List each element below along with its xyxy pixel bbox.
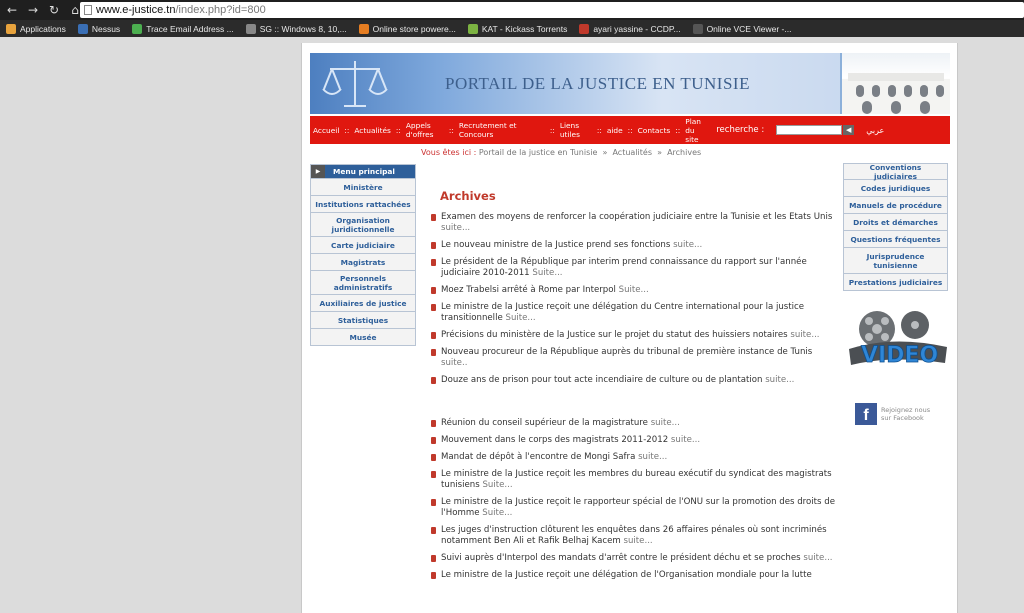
list-item[interactable] xyxy=(429,452,837,463)
read-more-link[interactable]: suite... xyxy=(670,435,701,445)
arabic-language-link[interactable]: عربي xyxy=(866,125,885,135)
read-more-link[interactable]: suite... xyxy=(673,240,703,250)
nav-item[interactable]: Liens utiles xyxy=(559,121,580,139)
bookmark-icon xyxy=(132,24,142,34)
bookmark-item[interactable] xyxy=(132,24,234,34)
article-title[interactable]: Précisions du ministère de la Justice sur le projet du statut des huissiers notaires xyxy=(441,330,788,340)
reload-icon[interactable]: ↻ xyxy=(48,3,60,17)
building-image xyxy=(840,53,950,114)
bookmark-label: Online VCE Viewer -... xyxy=(706,23,792,34)
left-menu xyxy=(310,164,416,346)
scales-of-justice-icon xyxy=(320,57,390,111)
bookmark-icon xyxy=(78,24,88,34)
bookmark-label: KAT - Kickass Torrents xyxy=(481,23,568,34)
bookmark-item[interactable] xyxy=(6,24,66,34)
video-label: VIDEO xyxy=(861,343,939,368)
left-menu-item[interactable]: Personnels administratifs xyxy=(310,271,416,295)
read-more-link[interactable]: Suite... xyxy=(482,508,513,518)
play-arrow-icon: ▶ xyxy=(311,165,325,178)
bookmark-item[interactable] xyxy=(468,24,568,34)
breadcrumb: Vous êtes ici : Portail de la justice en Tunisie » Actualités » Archives xyxy=(421,148,702,157)
list-item[interactable] xyxy=(429,553,837,564)
breadcrumb-item-archives: Archives xyxy=(667,148,702,157)
search-label: recherche : xyxy=(716,125,765,135)
bullet-icon xyxy=(431,377,436,384)
bullet-icon xyxy=(431,555,436,562)
bookmark-icon xyxy=(579,24,589,34)
back-icon[interactable]: ← xyxy=(6,3,18,17)
facebook-line1: Rejoignez nous xyxy=(881,406,931,414)
left-menu-item[interactable]: Statistiques xyxy=(310,312,416,329)
bullet-icon xyxy=(431,437,436,444)
list-item[interactable] xyxy=(429,240,837,251)
bullet-icon xyxy=(431,304,436,311)
facebook-link[interactable] xyxy=(855,403,930,425)
right-menu-item[interactable]: Questions fréquentes xyxy=(843,231,948,248)
nav-item[interactable]: Appels d'offres xyxy=(405,121,434,139)
bullet-icon xyxy=(431,259,436,266)
read-more-link[interactable]: Suite... xyxy=(618,285,649,295)
left-menu-item[interactable]: Carte judiciaire xyxy=(310,237,416,254)
nav-separator: :: xyxy=(675,125,681,135)
nav-item[interactable]: Contacts xyxy=(637,125,671,135)
list-item[interactable] xyxy=(429,285,837,296)
article-list xyxy=(429,209,837,581)
right-menu-item[interactable]: Manuels de procédure xyxy=(843,197,948,214)
read-more-link[interactable]: suite... xyxy=(803,553,833,563)
bookmark-item[interactable] xyxy=(246,24,347,34)
list-item[interactable] xyxy=(429,375,837,386)
bookmark-label: Online store powere... xyxy=(372,23,456,34)
bookmark-label: Applications xyxy=(20,23,66,34)
right-menu-item[interactable]: Conventions judiciaires xyxy=(843,163,948,180)
article-title[interactable]: Nouveau procureur de la République auprès du tribunal de première instance de Tunis xyxy=(441,347,813,357)
bookmark-item[interactable] xyxy=(359,24,456,34)
bookmarks-bar xyxy=(0,20,1024,37)
nav-separator: :: xyxy=(448,125,454,135)
browser-toolbar xyxy=(0,0,1024,20)
read-more-link[interactable]: suite... xyxy=(650,418,680,428)
nav-separator: :: xyxy=(344,125,350,135)
nav-item[interactable]: Accueil xyxy=(313,125,340,135)
bookmark-label: Trace Email Address ... xyxy=(146,23,234,34)
bullet-icon xyxy=(431,332,436,339)
bookmark-item[interactable] xyxy=(78,24,120,34)
list-item[interactable] xyxy=(429,302,837,324)
list-item[interactable] xyxy=(429,469,837,491)
article-title[interactable]: Le ministre de la Justice reçoit une délégation de l'Organisation mondiale pour la lutte xyxy=(441,570,812,580)
bookmark-icon xyxy=(693,24,703,34)
nav-item[interactable]: aide xyxy=(606,125,623,135)
bullet-icon xyxy=(431,420,436,427)
article-title[interactable]: Suivi auprès d'Interpol des mandats d'arrêt contre le président déchu et se proches xyxy=(441,553,801,563)
article-title[interactable]: Examen des moyens de renforcer la coopération judiciaire entre la Tunisie et les Etats Unis xyxy=(441,212,833,222)
bullet-icon xyxy=(431,242,436,249)
article-title[interactable]: Le ministre de la Justice reçoit les membres du bureau exécutif du syndicat des magistrats tunisiens xyxy=(441,469,832,490)
right-menu-item[interactable]: Prestations judiciaires xyxy=(843,274,948,291)
nav-item[interactable]: Actualités xyxy=(354,125,391,135)
left-menu-item[interactable]: Institutions rattachées xyxy=(310,196,416,213)
left-menu-title: Menu principal xyxy=(333,167,395,176)
breadcrumb-prefix: Vous êtes ici : xyxy=(421,148,477,157)
left-menu-header xyxy=(310,164,416,179)
list-item[interactable] xyxy=(429,212,837,234)
search-input[interactable] xyxy=(776,125,842,135)
bookmark-label: ayari yassine - CCDP... xyxy=(593,23,681,34)
list-item[interactable] xyxy=(429,418,837,429)
article-title[interactable]: Douze ans de prison pour tout acte incendiaire de culture ou de plantation xyxy=(441,375,763,385)
article-title[interactable]: Le nouveau ministre de la Justice prend ses fonctions xyxy=(441,240,671,250)
facebook-icon: f xyxy=(855,403,877,425)
list-item[interactable] xyxy=(429,347,837,369)
bullet-icon xyxy=(431,287,436,294)
bullet-icon xyxy=(431,572,436,579)
list-item[interactable] xyxy=(429,570,837,581)
nav-separator: :: xyxy=(596,125,602,135)
home-icon[interactable]: ⌂ xyxy=(71,3,79,17)
nav-item[interactable]: Recrutement et Concours xyxy=(458,121,517,139)
nav-separator: :: xyxy=(627,125,633,135)
facebook-line2: sur Facebook xyxy=(881,414,924,422)
bookmark-label: SG :: Windows 8, 10,... xyxy=(259,23,347,34)
nav-item[interactable]: Plan du site xyxy=(685,116,701,144)
right-menu-item[interactable]: Codes juridiques xyxy=(843,180,948,197)
read-more-link[interactable]: suite... xyxy=(638,452,668,462)
nav-separator: :: xyxy=(549,125,555,135)
right-menu xyxy=(843,163,948,291)
site-banner xyxy=(310,53,950,114)
bullet-icon xyxy=(431,349,436,356)
list-item[interactable] xyxy=(429,497,837,519)
bookmark-item[interactable] xyxy=(579,24,680,34)
read-more-link[interactable]: suite... xyxy=(441,223,471,233)
article-title[interactable]: Les juges d'instruction clôturent les enquêtes dans 26 affaires pénales où sont incriminés notamment Ben Ali et Rafik Belhaj Kacem xyxy=(441,525,827,546)
article-title[interactable]: Mouvement dans le corps des magistrats 2011-2012 xyxy=(441,435,669,445)
article-title[interactable]: Moez Trabelsi arrêté à Rome par Interpol xyxy=(441,285,616,295)
article-title[interactable]: Le ministre de la Justice reçoit une délégation du Centre international pour la justice transitionnelle xyxy=(441,302,805,323)
video-link[interactable] xyxy=(843,305,951,371)
list-item[interactable] xyxy=(429,257,837,279)
top-navigation xyxy=(310,116,950,144)
forward-icon[interactable]: → xyxy=(27,3,39,17)
url-domain: www.e-justice.tn xyxy=(96,4,176,16)
page-icon xyxy=(84,5,92,15)
read-more-link[interactable]: Suite... xyxy=(505,313,536,323)
search-submit-icon[interactable]: ◀ xyxy=(843,125,854,135)
article-title[interactable]: Le ministre de la Justice reçoit le rapporteur spécial de l'ONU sur la promotion des droits de l'Homme xyxy=(441,497,835,518)
left-menu-item[interactable]: Auxiliaires de justice xyxy=(310,295,416,312)
bullet-icon xyxy=(431,527,436,534)
read-more-link[interactable]: suite... xyxy=(790,330,820,340)
article-title[interactable]: Réunion du conseil supérieur de la magistrature xyxy=(441,418,648,428)
left-menu-item[interactable]: Magistrats xyxy=(310,254,416,271)
bookmark-icon xyxy=(6,24,16,34)
right-menu-item[interactable]: Droits et démarches xyxy=(843,214,948,231)
bullet-icon xyxy=(431,214,436,221)
read-more-link[interactable]: suite.. xyxy=(441,358,468,368)
right-menu-item[interactable]: Jurisprudence tunisienne xyxy=(843,248,948,274)
address-bar[interactable] xyxy=(80,2,1024,18)
list-item[interactable] xyxy=(429,330,837,341)
article-title[interactable]: Le président de la République par interim prend connaissance du rapport sur l'année judiciaire 2010-2011 xyxy=(441,257,807,278)
bookmark-icon xyxy=(468,24,478,34)
breadcrumb-item-home[interactable]: Portail de la justice en Tunisie xyxy=(478,148,598,157)
bookmark-item[interactable] xyxy=(693,24,792,34)
bookmark-icon xyxy=(246,24,256,34)
read-more-link[interactable]: Suite... xyxy=(532,268,563,278)
url-path: /index.php?id=800 xyxy=(175,4,266,16)
read-more-link[interactable]: suite... xyxy=(623,536,653,546)
list-item[interactable] xyxy=(429,525,837,547)
nav-separator: :: xyxy=(395,125,401,135)
read-more-link[interactable]: suite... xyxy=(765,375,795,385)
left-menu-item[interactable]: Ministère xyxy=(310,179,416,196)
read-more-link[interactable]: Suite... xyxy=(482,480,513,490)
left-menu-item[interactable]: Musée xyxy=(310,329,416,346)
site-title: PORTAIL DE LA JUSTICE EN TUNISIE xyxy=(445,74,750,93)
bullet-icon xyxy=(431,454,436,461)
bullet-icon xyxy=(431,499,436,506)
page-title: Archives xyxy=(440,189,496,203)
breadcrumb-item-actualites[interactable]: Actualités xyxy=(612,148,652,157)
bullet-icon xyxy=(431,471,436,478)
web-page xyxy=(301,43,958,613)
list-item[interactable] xyxy=(429,435,837,446)
bookmark-icon xyxy=(359,24,369,34)
article-title[interactable]: Mandat de dépôt à l'encontre de Mongi Safra xyxy=(441,452,636,462)
bookmark-label: Nessus xyxy=(91,23,121,34)
left-menu-item[interactable]: Organisation juridictionnelle xyxy=(310,213,416,237)
